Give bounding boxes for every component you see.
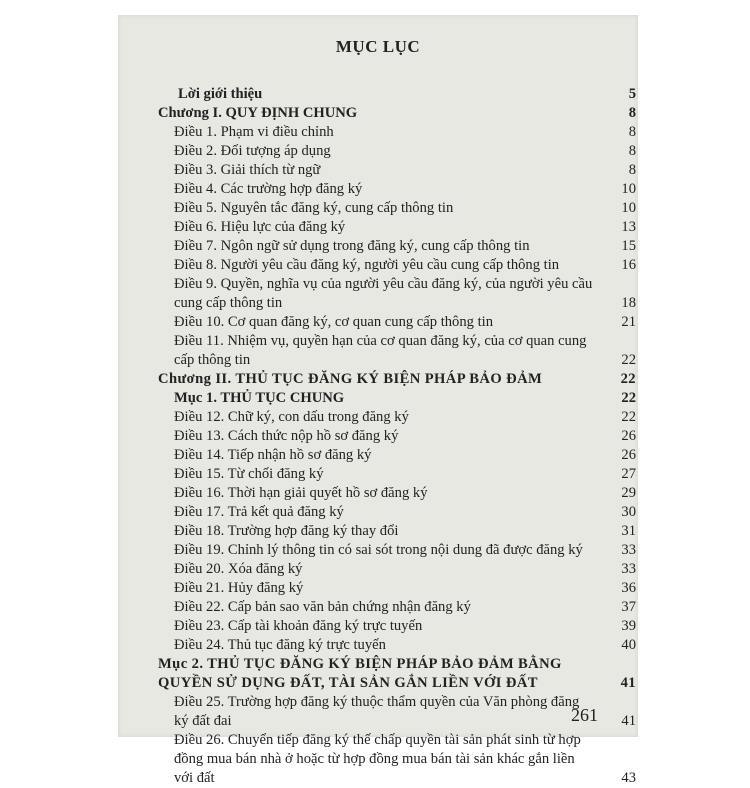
toc-entry-page: 8 bbox=[628, 143, 636, 159]
toc-entry-page: 22 bbox=[621, 390, 636, 406]
toc-entry-text: Điều 17. Trả kết quả đăng ký bbox=[174, 504, 344, 520]
toc-entry-text: Điều 1. Phạm vi điều chỉnh bbox=[174, 124, 334, 140]
toc-entry-article bbox=[158, 218, 636, 237]
toc-title: MỤC LỤC bbox=[335, 37, 421, 56]
toc-entry-text: Chương II. THỦ TỤC ĐĂNG KÝ BIỆN PHÁP BẢO ĐẢM bbox=[158, 371, 543, 387]
toc-entry-text: Điều 13. Cách thức nộp hồ sơ đăng ký bbox=[174, 428, 399, 444]
toc-entry-text: Điều 16. Thời hạn giải quyết hồ sơ đăng ký bbox=[174, 485, 428, 501]
toc-entry-section-2 bbox=[158, 655, 636, 693]
toc-entry-text: Mục 1. THỦ TỤC CHUNG bbox=[174, 390, 345, 406]
toc-entry-page: 40 bbox=[621, 637, 636, 653]
toc-entry-text: Điều 23. Cấp tài khoản đăng ký trực tuyến bbox=[174, 618, 423, 634]
toc-entry-chapter-2 bbox=[158, 370, 636, 389]
toc-entry-page: 10 bbox=[621, 200, 636, 216]
toc-entry-text: Điều 7. Ngôn ngữ sử dụng trong đăng ký, cung cấp thông tin bbox=[174, 238, 530, 254]
toc-entry-article bbox=[158, 731, 636, 788]
toc-entry-text: Điều 25. Trường hợp đăng ký thuộc thẩm quyền của Văn phòng đăng ký đất đai bbox=[174, 694, 580, 729]
toc-entry-text: Điều 5. Nguyên tắc đăng ký, cung cấp thông tin bbox=[174, 200, 454, 216]
toc-entry-page: 13 bbox=[621, 219, 636, 235]
toc-entry-text: Điều 6. Hiệu lực của đăng ký bbox=[174, 219, 346, 235]
toc-entry-page: 26 bbox=[621, 447, 636, 463]
toc-entry-text: Điều 24. Thủ tục đăng ký trực tuyến bbox=[174, 637, 386, 653]
toc-entry-text: Điều 22. Cấp bản sao văn bản chứng nhận đăng ký bbox=[174, 599, 471, 615]
toc-entry-text: Điều 14. Tiếp nhận hồ sơ đăng ký bbox=[174, 447, 372, 463]
toc-entry-article bbox=[158, 636, 636, 655]
toc-entry-article bbox=[158, 180, 636, 199]
toc-entry-article bbox=[158, 123, 636, 142]
toc-entry-article bbox=[158, 446, 636, 465]
toc-entry-text: Điều 15. Từ chối đăng ký bbox=[174, 466, 324, 482]
toc-entry-page: 8 bbox=[628, 105, 636, 121]
toc-entry-page: 31 bbox=[621, 523, 636, 539]
toc-entry-text: Điều 21. Hủy đăng ký bbox=[174, 580, 304, 596]
toc-entry-page: 41 bbox=[620, 675, 636, 691]
toc-entry-article bbox=[158, 484, 636, 503]
toc-entry-article bbox=[158, 256, 636, 275]
toc-entry-page: 41 bbox=[621, 713, 636, 729]
toc-entry-page: 22 bbox=[621, 352, 636, 368]
toc-entry-page: 39 bbox=[621, 618, 636, 634]
toc-entry-section-1 bbox=[158, 389, 636, 408]
toc-entry-page: 18 bbox=[621, 295, 636, 311]
toc-entry-text: Chương I. QUY ĐỊNH CHUNG bbox=[158, 105, 358, 121]
toc-entry-text: Điều 26. Chuyển tiếp đăng ký thế chấp quyền tài sản phát sinh từ hợp đồng mua bán nhà ở hoặc từ hợp đồng mua bán tài sản khác gắn liền với đất bbox=[174, 732, 581, 786]
toc-entry-text: Điều 11. Nhiệm vụ, quyền hạn của cơ quan đăng ký, của cơ quan cung cấp thông tin bbox=[174, 333, 587, 368]
toc-entry-text: Điều 19. Chỉnh lý thông tin có sai sót trong nội dung đã được đăng ký bbox=[174, 542, 583, 558]
toc-entry-text: Lời giới thiệu bbox=[178, 86, 263, 102]
toc-entry-chapter-1 bbox=[158, 104, 636, 123]
toc-entry-page: 8 bbox=[628, 162, 636, 178]
toc-entry-text: Điều 3. Giải thích từ ngữ bbox=[174, 162, 321, 178]
toc-entry-page: 27 bbox=[621, 466, 636, 482]
toc-entry-article bbox=[158, 199, 636, 218]
toc-entry-text: Điều 10. Cơ quan đăng ký, cơ quan cung cấp thông tin bbox=[174, 314, 494, 330]
toc-entry-page: 5 bbox=[628, 86, 636, 102]
toc-entry-page: 37 bbox=[621, 599, 636, 615]
toc-entry-article bbox=[158, 541, 636, 560]
toc-entry-text: Điều 2. Đối tượng áp dụng bbox=[174, 143, 331, 159]
toc-entry-article bbox=[158, 693, 636, 731]
toc-entry-article bbox=[158, 161, 636, 180]
toc-entry-page: 22 bbox=[621, 409, 636, 425]
toc-entry-text: Điều 8. Người yêu cầu đăng ký, người yêu cầu cung cấp thông tin bbox=[174, 257, 560, 273]
toc-entry-article bbox=[158, 522, 636, 541]
toc-entry-text: Điều 9. Quyền, nghĩa vụ của người yêu cầu đăng ký, của người yêu cầu cung cấp thông tin bbox=[174, 276, 593, 311]
toc-entry-article bbox=[158, 408, 636, 427]
toc-entry-page: 15 bbox=[621, 238, 636, 254]
toc-entry-page: 30 bbox=[621, 504, 636, 520]
toc-entry-page: 22 bbox=[620, 371, 636, 387]
toc-entry-article bbox=[158, 275, 636, 313]
toc-entry-article bbox=[158, 503, 636, 522]
toc-entry-page: 10 bbox=[621, 181, 636, 197]
toc-entry-article bbox=[158, 427, 636, 446]
toc-entry-article bbox=[158, 579, 636, 598]
toc-entry-article bbox=[158, 617, 636, 636]
table-of-contents bbox=[158, 85, 636, 788]
toc-entry-page: 33 bbox=[621, 561, 636, 577]
toc-entry-text: Điều 12. Chữ ký, con dấu trong đăng ký bbox=[174, 409, 409, 425]
toc-entry-article bbox=[158, 332, 636, 370]
toc-entry-article bbox=[158, 560, 636, 579]
toc-entry-article bbox=[158, 313, 636, 332]
toc-entry-page: 36 bbox=[621, 580, 636, 596]
toc-entry-text: Điều 4. Các trường hợp đăng ký bbox=[174, 181, 363, 197]
toc-entry-article bbox=[158, 237, 636, 256]
toc-entry-intro bbox=[158, 85, 636, 104]
toc-entry-page: 33 bbox=[621, 542, 636, 558]
toc-entry-article bbox=[158, 465, 636, 484]
toc-entry-article bbox=[158, 598, 636, 617]
toc-entry-page: 16 bbox=[621, 257, 636, 273]
toc-entry-text: Điều 20. Xóa đăng ký bbox=[174, 561, 303, 577]
page-number: 261 bbox=[571, 705, 598, 725]
toc-entry-text: Điều 18. Trường hợp đăng ký thay đổi bbox=[174, 523, 399, 539]
toc-entry-article bbox=[158, 142, 636, 161]
toc-entry-page: 8 bbox=[628, 124, 636, 140]
toc-entry-page: 43 bbox=[621, 770, 636, 786]
book-page bbox=[118, 15, 638, 786]
toc-entry-text: Mục 2. THỦ TỤC ĐĂNG KÝ BIỆN PHÁP BẢO ĐẢM BẰNG QUYỀN SỬ DỤNG ĐẤT, TÀI SẢN GẮN LIỀN VỚI ĐẤT bbox=[158, 656, 562, 691]
toc-entry-page: 29 bbox=[621, 485, 636, 501]
toc-entry-page: 21 bbox=[621, 314, 636, 330]
toc-entry-page: 26 bbox=[621, 428, 636, 444]
